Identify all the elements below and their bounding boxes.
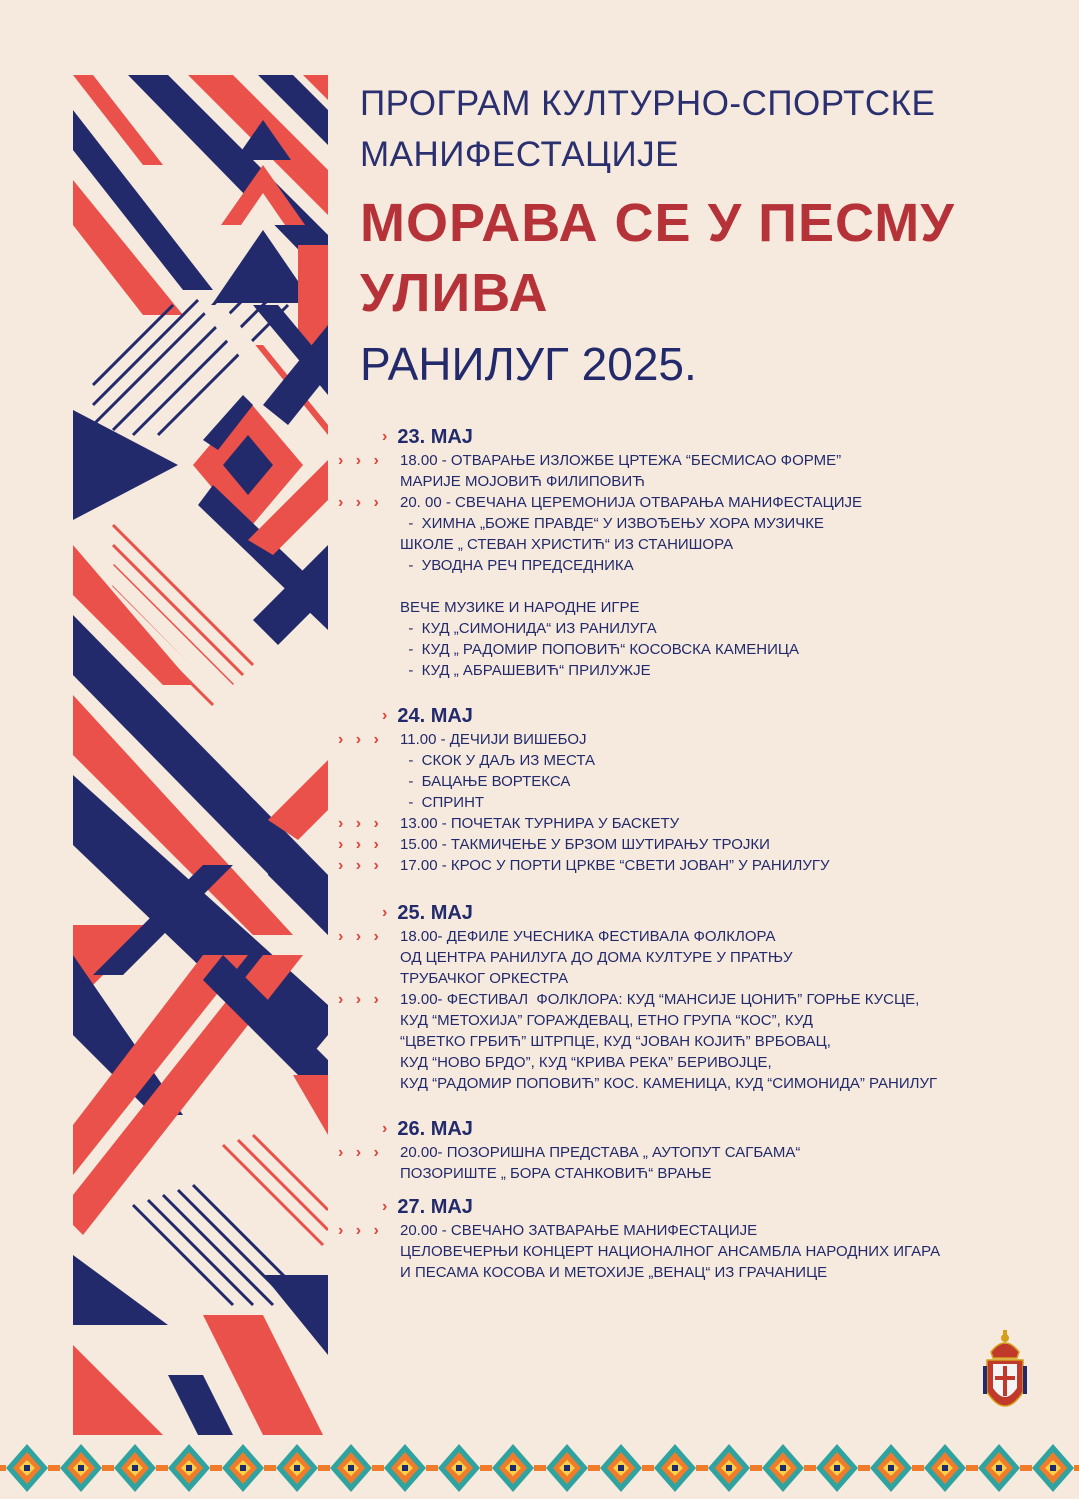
triple-chevron-icon: › › › — [338, 1144, 383, 1161]
subtitle-line-2: МАНИФЕСТАЦИЈЕ — [360, 135, 679, 174]
triple-chevron-icon: › › › — [338, 494, 383, 511]
program-item-line: 17.00 - КРОС У ПОРТИ ЦРКВЕ “СВЕТИ ЈОВАН” У РАНИЛУГУ — [400, 857, 830, 874]
triple-chevron-icon: › › › — [338, 815, 383, 832]
triple-chevron-icon: › › › — [338, 857, 383, 874]
geometric-art-panel — [73, 75, 328, 1435]
program-item-line: ТРУБАЧКОГ ОРКЕСТРА — [400, 970, 569, 987]
program-item — [338, 855, 1063, 876]
program-item — [338, 729, 1063, 813]
program-item-line: 19.00- ФЕСТИВАЛ ФОЛКЛОРА: КУД “МАНСИЈЕ ЦОНИЋ” ГОРЊЕ КУСЦЕ, — [400, 991, 920, 1008]
program-day-label: 27. МАЈ — [397, 1195, 473, 1218]
program-item — [338, 492, 1063, 681]
main-title-line-2: УЛИВА — [360, 263, 549, 323]
program-item — [338, 450, 1063, 492]
triple-chevron-icon: › › › — [338, 991, 383, 1008]
program-item-line: - КУД „ РАДОМИР ПОПОВИЋ“ КОСОВСКА КАМЕНИЦА — [400, 641, 799, 658]
main-title-line-1: МОРАВА СЕ У ПЕСМУ — [360, 193, 955, 253]
program-schedule — [338, 424, 1063, 1283]
program-item-line: 15.00 - ТАКМИЧЕЊЕ У БРЗОМ ШУТИРАЊУ ТРОЈКИ — [400, 836, 770, 853]
program-day-header — [382, 1194, 1063, 1220]
program-item-line: КУД “МЕТОХИЈА” ГОРАЖДЕВАЦ, ЕТНО ГРУПА “КОС”, КУД — [400, 1012, 813, 1029]
program-item-line: - КУД „ АБРАШЕВИЋ“ ПРИЛУЖЈЕ — [400, 662, 651, 679]
program-day-label: 26. МАЈ — [397, 1117, 473, 1140]
triple-chevron-icon: › › › — [338, 928, 383, 945]
program-day-header — [382, 900, 1063, 926]
program-item-line: 13.00 - ПОЧЕТАК ТУРНИРА У БАСКЕТУ — [400, 815, 680, 832]
program-item-line: - КУД „СИМОНИДА“ ИЗ РАНИЛУГА — [400, 620, 657, 637]
folk-ornament-border — [0, 1438, 1079, 1499]
program-item-line: 20. 00 - СВЕЧАНА ЦЕРЕМОНИЈА ОТВАРАЊА МАНИФЕСТАЦИЈЕ — [400, 494, 863, 511]
triple-chevron-icon: › › › — [338, 836, 383, 853]
program-day-label: 24. МАЈ — [397, 704, 473, 727]
program-item-line: ОД ЦЕНТРА РАНИЛУГА ДО ДОМА КУЛТУРЕ У ПРАТЊУ — [400, 949, 793, 966]
program-item — [338, 813, 1063, 834]
program-day-header — [382, 1116, 1063, 1142]
triple-chevron-icon: › › › — [338, 1222, 383, 1239]
program-item-line: ШКОЛЕ „ СТЕВАН ХРИСТИЋ“ ИЗ СТАНИШОРА — [400, 536, 734, 553]
program-item-line: - УВОДНА РЕЧ ПРЕДСЕДНИКА — [400, 557, 634, 574]
program-item-line: ЦЕЛОВЕЧЕРЊИ КОНЦЕРТ НАЦИОНАЛНОГ АНСАМБЛА НАРОДНИХ ИГАРА — [400, 1243, 941, 1260]
program-item-line: 18.00 - ОТВАРАЊЕ ИЗЛОЖБЕ ЦРТЕЖА “БЕСМИСАО ФОРМЕ” — [400, 452, 842, 469]
program-item — [338, 834, 1063, 855]
program-item — [338, 1142, 1063, 1184]
program-item-line: - ХИМНА „БОЖЕ ПРАВДЕ“ У ИЗВОЂЕЊУ ХОРА МУЗИЧКЕ — [400, 515, 824, 532]
subtitle-line-1: ПРОГРАМ КУЛТУРНО-СПОРТСКЕ — [360, 84, 936, 123]
chevron-right-icon: › — [382, 1120, 392, 1137]
program-item — [338, 1220, 1063, 1283]
triple-chevron-icon: › › › — [338, 452, 383, 469]
program-item-line: МАРИЈЕ МОЈОВИЋ ФИЛИПОВИЋ — [400, 473, 645, 490]
program-item — [338, 989, 1063, 1094]
place-and-year: РАНИЛУГ 2025. — [360, 338, 697, 390]
program-item-line — [400, 576, 1063, 597]
program-item-line: КУД “РАДОМИР ПОПОВИЋ” КОС. КАМЕНИЦА, КУД “СИМОНИДА” РАНИЛУГ — [400, 1075, 938, 1092]
program-item-line: 11.00 - ДЕЧИЈИ ВИШЕБОЈ — [400, 731, 587, 748]
program-item-line: КУД “НОВО БРДО”, КУД “КРИВА РЕКА” БЕРИВОЈЦЕ, — [400, 1054, 772, 1071]
program-day-header — [382, 703, 1063, 729]
program-item-line: ПОЗОРИШТЕ „ БОРА СТАНКОВИЋ“ ВРАЊЕ — [400, 1165, 712, 1182]
program-day-header — [382, 424, 1063, 450]
triple-chevron-icon: › › › — [338, 731, 383, 748]
program-item-line: ВЕЧЕ МУЗИКЕ И НАРОДНЕ ИГРЕ — [400, 599, 640, 616]
program-item-line: - СКОК У ДАЉ ИЗ МЕСТА — [400, 752, 596, 769]
poster-header — [360, 78, 1060, 394]
program-item-line: “ЦВЕТКО ГРБИЋ” ШТРПЦЕ, КУД “ЈОВАН КОЈИЋ” ВРБОВАЦ, — [400, 1033, 831, 1050]
chevron-right-icon: › — [382, 904, 392, 921]
program-item-line: 18.00- ДЕФИЛЕ УЧЕСНИКА ФЕСТИВАЛА ФОЛКЛОРА — [400, 928, 776, 945]
program-day-label: 23. МАЈ — [397, 425, 473, 448]
program-item-line: 20.00- ПОЗОРИШНА ПРЕДСТАВА „ АУТОПУТ САГБАМА“ — [400, 1144, 801, 1161]
serbian-coat-of-arms-icon — [983, 1330, 1027, 1422]
chevron-right-icon: › — [382, 707, 392, 724]
program-item-line: - БАЦАЊЕ ВОРТЕКСА — [400, 773, 571, 790]
chevron-right-icon: › — [382, 428, 392, 445]
program-item-line: 20.00 - СВЕЧАНО ЗАТВАРАЊЕ МАНИФЕСТАЦИЈЕ — [400, 1222, 758, 1239]
program-item — [338, 926, 1063, 989]
program-item-line: И ПЕСАМА КОСОВА И МЕТОХИЈЕ „ВЕНАЦ“ ИЗ ГРАЧАНИЦЕ — [400, 1264, 828, 1281]
program-item-line: - СПРИНТ — [400, 794, 485, 811]
chevron-right-icon: › — [382, 1198, 392, 1215]
program-day-label: 25. МАЈ — [397, 901, 473, 924]
